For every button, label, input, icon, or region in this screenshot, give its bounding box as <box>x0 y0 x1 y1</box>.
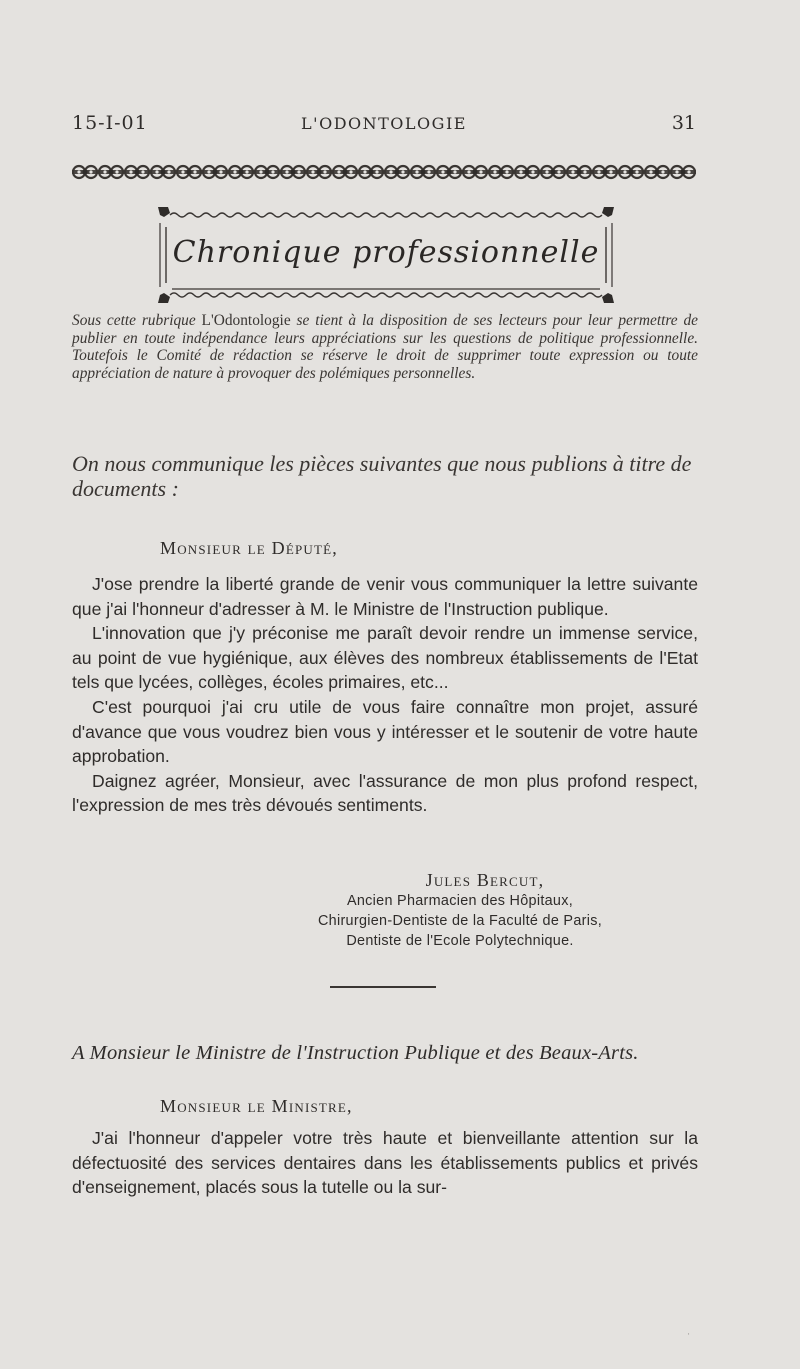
signature-name: Jules Bercut, <box>425 870 545 890</box>
section-title-box <box>158 205 614 305</box>
journal-title: L'ODONTOLOGIE <box>301 114 467 133</box>
section-intro <box>72 312 698 382</box>
lead-paragraph: On nous communique les pièces suivantes que nous publions à titre de documents : <box>72 451 692 501</box>
letter1-body <box>72 572 698 818</box>
letter2-paragraph: J'ai l'honneur d'appeler votre très haute et bienveillante attention sur la défectuosité des services dentaires dans les établissements publics et privés d'enseignement, placés sous la tutelle ou la sur- <box>72 1128 698 1198</box>
letter2-body <box>72 1126 698 1200</box>
signature-title: Ancien Pharmacien des Hôpitaux, <box>346 893 574 909</box>
salutation-ministre: Monsieur le Ministre, <box>160 1096 353 1116</box>
letter1-paragraph: C'est pourquoi j'ai cru utile de vous faire connaître mon projet, assuré d'avance que vous voudrez bien vous y intéresser et le soutenir de votre haute approbation. <box>72 696 698 767</box>
issue-date: 15-I-01 <box>72 112 148 134</box>
ornament-band <box>72 162 696 182</box>
section-divider <box>330 986 436 988</box>
section-title: Chronique professionnelle <box>172 235 600 270</box>
letter2-heading: A Monsieur le Ministre de l'Instruction Publique et des Beaux-Arts. <box>72 1042 639 1064</box>
intro-text-end: se tient à la disposition de ses lecteurs pour leur permettre de publier en toute indépendance leurs appréciations sur les questions de politique professionnelle. Toutefois le Comité de rédaction se réserve le droit de supprimer toute expression ou toute appréciation de nature à provoquer des polémiques personnelles. <box>72 312 698 382</box>
running-header <box>72 112 696 140</box>
signature-title: Dentiste de l'Ecole Polytechnique. <box>346 933 574 949</box>
intro-text-start: Sous cette rubrique <box>72 312 202 329</box>
scan-mark: · <box>687 1330 690 1340</box>
intro-journal-name: L'Odontologie <box>201 312 291 329</box>
letter1-paragraph: Daignez agréer, Monsieur, avec l'assurance de mon plus profond respect, l'expression de mes très dévoués sentiments. <box>72 770 698 816</box>
page-number: 31 <box>671 112 696 134</box>
signature-title: Chirurgien-Dentiste de la Faculté de Paris, <box>317 913 603 929</box>
signature-block <box>270 870 650 951</box>
letter1-paragraph: J'ose prendre la liberté grande de venir vous communiquer la lettre suivante que j'ai l'honneur d'adresser à M. le Ministre de l'Instruction publique. <box>72 574 698 619</box>
salutation-depute: Monsieur le Député, <box>160 538 338 558</box>
letter1-paragraph: L'innovation que j'y préconise me paraît devoir rendre un immense service, au point de vue hygiénique, aux élèves des nombreux établissements de l'Etat tels que lycées, collèges, écoles primaires, etc... <box>72 623 698 693</box>
